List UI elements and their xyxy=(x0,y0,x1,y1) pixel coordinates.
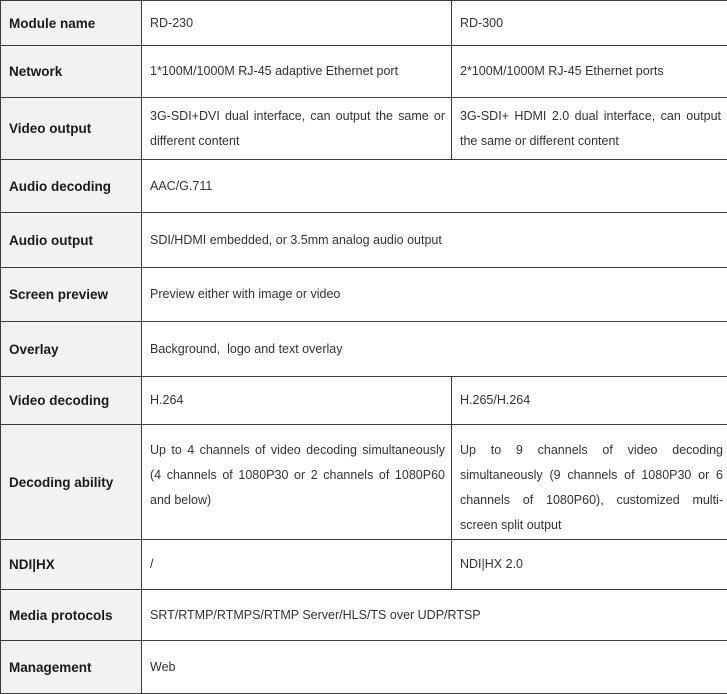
table-cell: SDI/HDMI embedded, or 3.5mm analog audio output xyxy=(142,213,727,268)
table-cell: RD-300 xyxy=(452,1,727,46)
row-label: Decoding ability xyxy=(1,425,142,540)
table-cell: Up to 9 channels of video decoding simultaneously (9 channels of 1080P30 or 6 channels of 1080P60), customized multi-screen split output xyxy=(452,425,727,540)
table-cell: AAC/G.711 xyxy=(142,160,727,213)
table-cell: NDI|HX 2.0 xyxy=(452,540,727,590)
row-label: Screen preview xyxy=(1,268,142,322)
row-label: Network xyxy=(1,46,142,98)
table-row xyxy=(1,641,727,694)
table-row xyxy=(1,425,727,540)
table-cell: RD-230 xyxy=(142,1,452,46)
row-label: NDI|HX xyxy=(1,540,142,590)
table-row xyxy=(1,377,727,425)
table-cell: 3G-SDI+DVI dual interface, can output the same or different content xyxy=(142,98,452,160)
table-cell: / xyxy=(142,540,452,590)
table-row xyxy=(1,540,727,590)
table-row xyxy=(1,590,727,641)
table-row xyxy=(1,1,727,46)
row-label: Module name xyxy=(1,1,142,46)
table-cell: 1*100M/1000M RJ-45 adaptive Ethernet port xyxy=(142,46,452,98)
table-row xyxy=(1,98,727,160)
table-row xyxy=(1,268,727,322)
row-label: Audio output xyxy=(1,213,142,268)
table-cell: Background, logo and text overlay xyxy=(142,322,727,377)
row-label: Audio decoding xyxy=(1,160,142,213)
table-cell: Web xyxy=(142,641,727,694)
table-row xyxy=(1,46,727,98)
table-row xyxy=(1,213,727,268)
table-row xyxy=(1,322,727,377)
table-row xyxy=(1,160,727,213)
table-cell: H.264 xyxy=(142,377,452,425)
table-cell: Up to 4 channels of video decoding simultaneously (4 channels of 1080P30 or 2 channels of 1080P60 and below) xyxy=(142,425,452,540)
table-cell: Preview either with image or video xyxy=(142,268,727,322)
row-label: Management xyxy=(1,641,142,694)
table-cell: 3G-SDI+ HDMI 2.0 dual interface, can output the same or different content xyxy=(452,98,727,160)
row-label: Video output xyxy=(1,98,142,160)
table-cell: H.265/H.264 xyxy=(452,377,727,425)
table-cell: SRT/RTMP/RTMPS/RTMP Server/HLS/TS over UDP/RTSP xyxy=(142,590,727,641)
row-label: Overlay xyxy=(1,322,142,377)
row-label: Media protocols xyxy=(1,590,142,641)
row-label: Video decoding xyxy=(1,377,142,425)
table-cell: 2*100M/1000M RJ-45 Ethernet ports xyxy=(452,46,727,98)
